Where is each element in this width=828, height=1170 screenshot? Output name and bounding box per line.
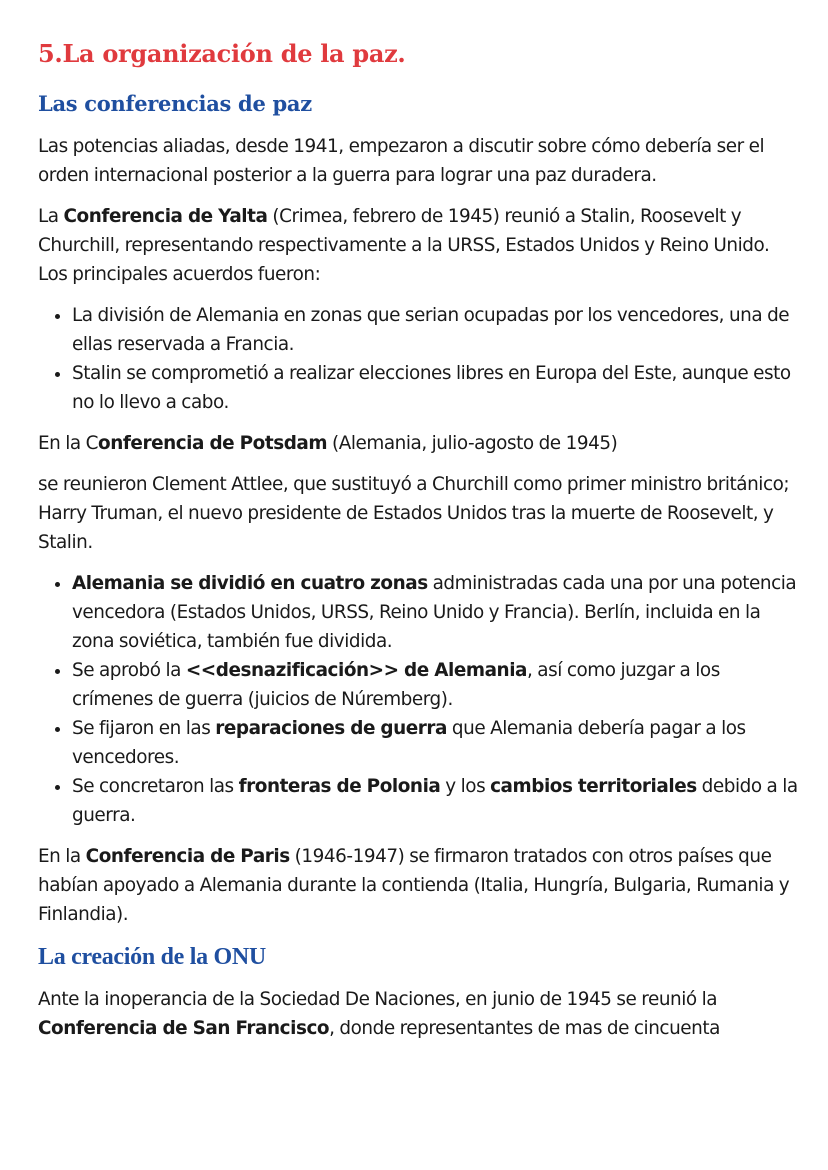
- intro-paragraph: Las potencias aliadas, desde 1941, empezaron a discutir sobre cómo debería ser el orden internacional posterior a la guerra para lograr una paz duradera.: [38, 136, 765, 186]
- paris-bold: Conferencia de Paris: [85, 846, 290, 867]
- list-item: [72, 714, 798, 772]
- document-title: 5.La organización de la paz.: [38, 39, 406, 68]
- yalta-paragraph: [38, 202, 798, 289]
- yalta-agreements-list: [38, 301, 798, 417]
- text: debido a la guerra.: [72, 776, 798, 826]
- text: (Crimea, febrero de 1945) reunió a Stalin, Roosevelt y Churchill, representando respectivamente a la URSS, Estados Unidos y Reino Unido. Los principales acuerdos fueron:: [38, 206, 770, 285]
- potsdam-bold: onferencia de Potsdam: [98, 433, 328, 454]
- san-francisco-bold: Conferencia de San Francisco: [38, 1018, 330, 1039]
- text: Se aprobó la: [72, 660, 186, 681]
- bold-text: Alemania se dividió en cuatro zonas: [72, 573, 428, 594]
- list-item: [72, 772, 798, 830]
- text: Se concretaron las: [72, 776, 239, 797]
- text: Se fijaron en las: [72, 718, 216, 739]
- text: En la C: [38, 433, 99, 454]
- yalta-bold: Conferencia de Yalta: [63, 206, 268, 227]
- potsdam-agreements-list: [38, 569, 798, 830]
- section-heading-onu: La creación de la ONU: [38, 944, 266, 970]
- text: , así como juzgar a los crímenes de guerra (juicios de Núremberg).: [72, 660, 720, 710]
- bold-text: cambios territoriales: [490, 776, 697, 797]
- text: La: [38, 206, 64, 227]
- potsdam-paragraph: [38, 429, 798, 458]
- potsdam-attendees-paragraph: se reunieron Clement Attlee, que sustituyó a Churchill como primer ministro británico; Harry Truman, el nuevo presidente de Estados Unidos tras la muerte de Roosevelt, y Stalin.: [38, 474, 790, 553]
- list-item: [72, 656, 798, 714]
- onu-paragraph: [38, 985, 798, 1043]
- text: (1946-1947) se firmaron tratados con otros países que habían apoyado a Alemania durante la contienda (Italia, Hungría, Bulgaria, Rumania y Finlandia).: [38, 846, 790, 925]
- bold-text: <<desnazificación>> de Alemania: [185, 660, 528, 681]
- list-item: [72, 569, 798, 656]
- bold-text: reparaciones de guerra: [215, 718, 448, 739]
- paris-paragraph: [38, 842, 798, 929]
- bold-text: fronteras de Polonia: [238, 776, 441, 797]
- text: (Alemania, julio-agosto de 1945): [327, 433, 618, 454]
- text: , donde representantes de mas de cincuenta: [329, 1018, 720, 1039]
- text: En la: [38, 846, 86, 867]
- text: Ante la inoperancia de la Sociedad De Naciones, en junio de 1945 se reunió la: [38, 989, 718, 1010]
- list-item: • Stalin se comprometió a realizar elecciones libres en Europa del Este, aunque esto no lo llevo a cabo.: [72, 359, 798, 417]
- list-item: • La división de Alemania en zonas que serian ocupadas por los vencedores, una de ellas reservada a Francia.: [72, 301, 798, 359]
- section-heading-peace-conferences: Las conferencias de paz: [38, 91, 312, 116]
- text: y los: [440, 776, 491, 797]
- text: que Alemania debería pagar a los vencedores.: [72, 718, 746, 768]
- text: administradas cada una por una potencia vencedora (Estados Unidos, URSS, Reino Unido y Francia). Berlín, incluida en la zona soviética, también fue dividida.: [72, 573, 797, 652]
